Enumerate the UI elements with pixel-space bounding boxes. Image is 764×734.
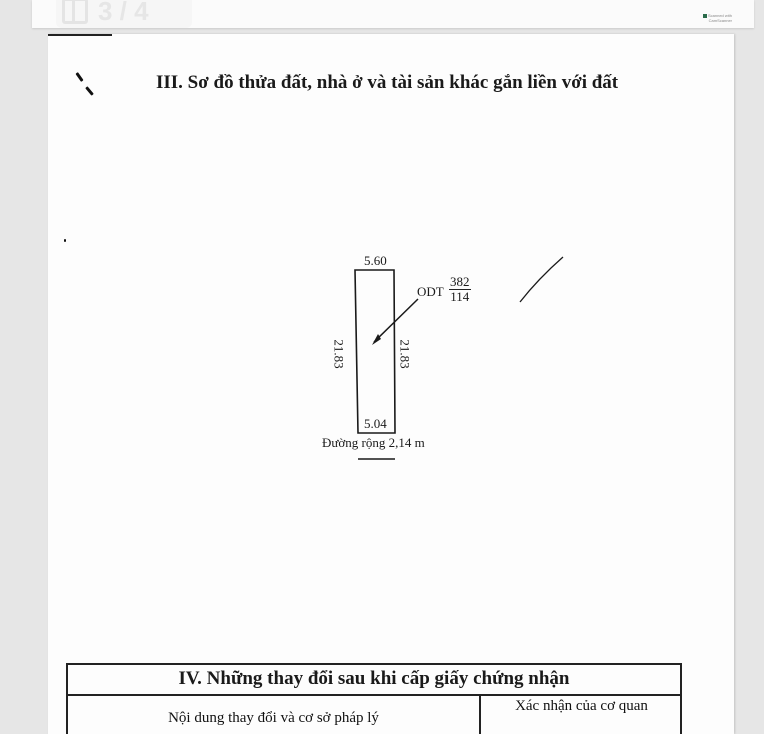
parcel-number: 382 [450, 274, 470, 289]
parcel-area: 114 [450, 289, 470, 304]
plot-left-length: 21.83 [331, 339, 347, 369]
col-confirmation-header: Xác nhận của cơ quan [515, 698, 648, 714]
plot-right-length: 21.83 [397, 339, 413, 369]
page-indicator[interactable] [56, 0, 192, 28]
camscanner-logo-icon [703, 14, 707, 18]
land-plot-diagram [48, 34, 734, 734]
plot-land-type: ODT [417, 284, 444, 299]
section-iv-title: IV. Những thay đổi sau khi cấp giấy chứng nhận [68, 665, 680, 696]
plot-bottom-width: 5.04 [364, 416, 387, 431]
plot-parcel-fraction [449, 275, 471, 304]
section-iv-table [66, 663, 682, 734]
col-changes-header: Nội dung thay đổi và cơ sở pháp lý [68, 696, 481, 734]
road-width-label: Đường rộng 2,14 m [322, 435, 425, 450]
section-iii-title: III. Sơ đồ thửa đất, nhà ở và tài sản khác gắn liền với đất [156, 72, 619, 93]
document-page [48, 34, 734, 734]
plot-top-width: 5.60 [364, 253, 387, 268]
camscanner-watermark: Scanned with CamScanner [692, 13, 732, 25]
table-header-row [68, 696, 680, 734]
page-indicator-label: 3 / 4 [98, 0, 149, 26]
pages-icon [62, 0, 88, 24]
